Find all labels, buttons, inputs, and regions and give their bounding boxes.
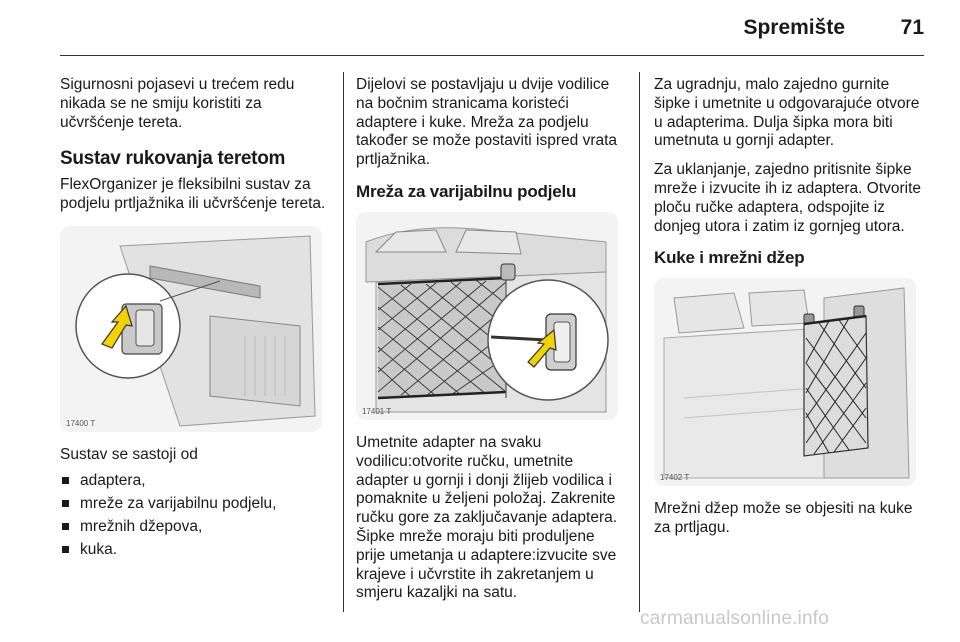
column-1 [60,76,332,561]
page-title: Spremište [743,16,845,39]
list-item: adaptera, [60,469,332,492]
net-illustration [356,212,618,420]
intro-paragraph: Sigurnosni pojasevi u trećem redu nikada se ne smiju koristiti za učvršćenje tereta. [60,76,295,131]
figure-adapter [60,226,322,432]
bullet-square-icon [62,523,69,530]
column-3 [654,76,926,538]
header-divider [60,55,924,56]
section-body: Umetnite adapter na svaku vodilicu:otvorite ručku, umetnite adapter u gornji i donji žlijeb vodilica i pomaknite u željeni položaj. Zakrenite ručku gore za zaključavanje adaptera. Šipke mreže moraju biti produljene prije umetanja u adaptere:izvucite sve krajeve i učvrstite ih zakretanjem u smjeru kazaljki na satu. [356,433,618,602]
section-body: FlexOrganizer je fleksibilni sustav za podjelu prtljažnika ili učvršćenje tereta. [60,176,326,213]
section-heading: Mreža za varijabilnu podjelu [356,181,577,201]
figure-code: 17401 T [362,406,392,416]
section-body: Mrežni džep može se objesiti na kuke za prtljagu. [654,500,913,537]
bullet-square-icon [62,546,69,553]
paragraph-install: Za ugradnju, malo zajedno gurnite šipke i umetnite u odgovarajuće otvore u adapterima. Dulja šipka mora biti umetnuta u gornji adapter. [654,76,920,150]
list-item: kuka. [60,538,332,561]
bullet-square-icon [62,477,69,484]
figure-pocket [654,278,916,486]
list-item: mrežnih džepova, [60,515,332,538]
component-list [60,469,332,561]
figure-net [356,212,618,420]
section-heading: Kuke i mrežni džep [654,248,805,268]
column-divider-1 [343,72,344,612]
bullet-square-icon [62,500,69,507]
page-number: 71 [900,16,924,39]
figure-code: 17400 T [66,418,96,428]
pocket-illustration [654,278,916,486]
figure-code: 17402 T [660,473,690,483]
paragraph-remove: Za uklanjanje, zajedno pritisnite šipke mreže i izvucite ih iz adaptera. Otvorite ploču ručke adaptera, odspojite iz donjeg utora i zatim iz gornjeg utora. [654,161,922,235]
column-2 [356,76,628,603]
watermark: carmanualsonline.info [640,608,830,629]
list-item: mreže za varijabilnu podjelu, [60,492,332,515]
adapter-illustration [60,226,322,432]
list-intro: Sustav se sastoji od [60,445,198,463]
intro-paragraph: Dijelovi se postavljaju u dvije vodilice na bočnim stranicama koristeći adaptere i kuke. Mreža za podjelu također se može postaviti ispred vrata prtljažnika. [356,76,618,169]
section-heading: Sustav rukovanja teretom [60,148,286,170]
column-divider-2 [639,72,640,612]
